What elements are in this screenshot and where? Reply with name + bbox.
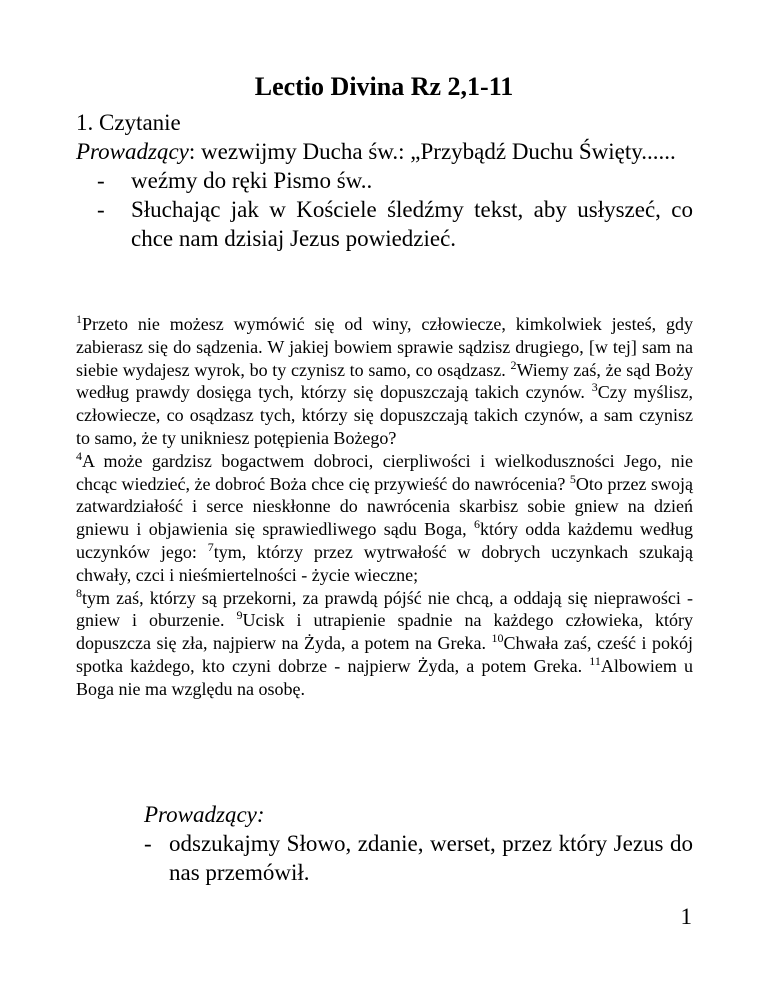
intro-section <box>76 108 693 253</box>
verse-text: Ucisk i utrapienie spadnie na każdego człowieka, który dopuszcza się zła, najpierw na Żyda, a potem na Greka. <box>76 610 694 654</box>
verse-number: 6 <box>473 517 480 532</box>
verse-text: Chwała zaś, cześć i pokój spotka każdego, kto czyni dobrze - najpierw Żyda, a potem Greka. <box>76 633 693 676</box>
verse-text: A może gardzisz bogactwem dobroci, cierpliwości i wielkoduszności Jego, nie chcąc wiedzieć, że dobroć Boża chce cię przywieść do nawrócenia? <box>76 450 693 494</box>
verse-number: 4 <box>76 448 82 463</box>
closing-section <box>144 800 693 887</box>
verse-number: 1 <box>76 312 82 326</box>
verse-text: Albowiem u Boga nie ma względu na osobę. <box>76 655 693 699</box>
document-title: Lectio Divina Rz 2,1-11 <box>254 72 514 101</box>
leader-label: Prowadzący <box>76 139 189 164</box>
scripture-reading <box>76 313 693 701</box>
verse-number: 10 <box>491 631 504 646</box>
verse-text: Czy myślisz, człowiecze, co osądzasz tych, którzy się dopuszczają takich czynów, a sam czynisz to samo, że ty unikniesz potępienia Bożego? <box>76 382 693 448</box>
closing-leader-label: Prowadzący: <box>144 802 265 827</box>
verse-number: 7 <box>207 539 214 554</box>
intro-bullets <box>76 166 693 253</box>
verse-number: 11 <box>589 653 601 668</box>
verse-text: tym, którzy przez wytrwałość w dobrych uczynkach szukają chwały, czci i nieśmiertelności - życie wieczne; <box>76 541 694 585</box>
verse-number: 3 <box>591 380 598 395</box>
verse-text: Oto przez swoją zatwardziałość i serce nieskłonne do nawrócenia skarbisz sobie gniew na dzień gniewu i objawienia się sprawiedliwego sądu Boga, <box>76 473 693 540</box>
verse-number: 2 <box>510 357 517 372</box>
intro-bullet: - weźmy do ręki Pismo św.. <box>76 166 693 195</box>
verse-number: 5 <box>569 471 576 486</box>
page-number: 1 <box>680 904 692 929</box>
verse-number: 8 <box>76 585 82 600</box>
leader-text: : wezwijmy Ducha św.: „Przybądź Duchu Święty...... <box>188 139 676 164</box>
closing-bullet: - odszukajmy Słowo, zdanie, werset, przez który Jezus do nas przemówił. <box>144 829 693 887</box>
verse-text: Przeto nie możesz wymówić się od winy, człowiecze, kimkolwiek jesteś, gdy zabierasz się do sądzenia. W jakiej bowiem sprawie sądzisz drugiego, [w tej] sam na siebie wydajesz wyrok, bo ty czynisz to samo, co osądzasz. <box>76 314 693 380</box>
verse-text: tym zaś, którzy są przekorni, za prawdą pójść nie chcą, a oddają się nieprawości - gniew i oburzenie. <box>76 587 693 631</box>
section-heading: 1. Czytanie <box>76 110 181 135</box>
verse-text: Wiemy zaś, że sąd Boży według prawdy dosięga tych, którzy się dopuszczają takich czynów. <box>76 359 693 403</box>
intro-bullet: - Słuchając jak w Kościele śledźmy tekst, aby usłyszeć, co chce nam dzisiaj Jezus powiedzieć. <box>76 195 693 253</box>
verse-text: który odda każdemu według uczynków jego: <box>76 519 693 562</box>
closing-bullets <box>144 829 693 887</box>
leader-instruction <box>76 137 693 166</box>
verse-number: 9 <box>236 608 243 623</box>
